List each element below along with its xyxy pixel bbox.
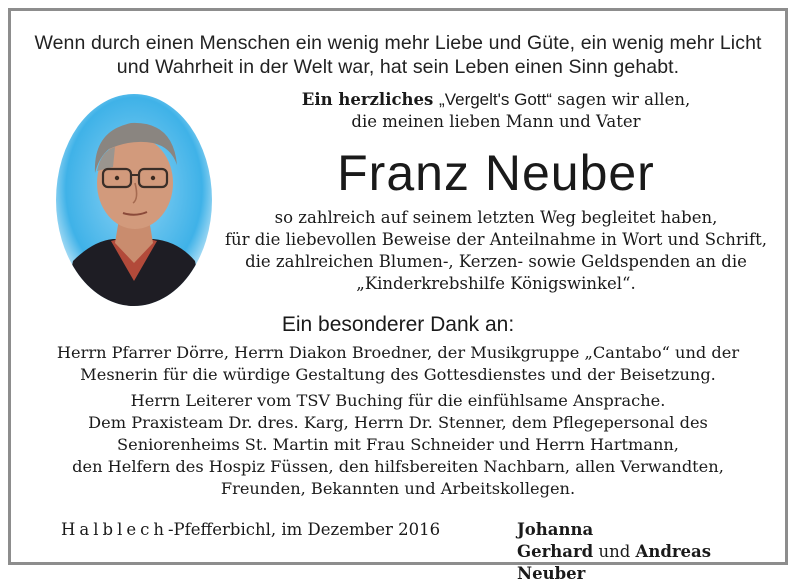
thanks-intro-pre: Ein herzliches <box>301 90 440 109</box>
signer-1: Johanna <box>517 520 594 539</box>
deceased-name: Franz Neuber <box>337 145 655 201</box>
ack-line: Dem Praxisteam Dr. dres. Karg, Herrn Dr. Stenner, dem Pflegepersonal des <box>88 413 708 432</box>
thanks-intro-script: „Vergelt's Gott“ <box>439 90 552 109</box>
special-thanks-heading: Ein besonderer Dank an: <box>281 313 515 336</box>
place-name: Halblech <box>61 520 168 539</box>
place-date <box>61 519 440 541</box>
place-date-rest: -Pfefferbichl, im Dezember 2016 <box>167 520 441 539</box>
signer-2a: Gerhard <box>517 542 594 561</box>
reason-line: „Kinderkrebshilfe Königswinkel“. <box>356 274 636 293</box>
motto-line-1: Wenn durch einen Menschen ein wenig mehr Liebe und Güte, ein wenig mehr Licht <box>34 32 762 54</box>
ack-line: Seniorenheims St. Martin mit Frau Schneider und Herrn Hartmann, <box>117 435 679 454</box>
ack-line: Herrn Pfarrer Dörre, Herrn Diakon Broedner, der Musikgruppe „Cantabo“ und der <box>56 343 740 362</box>
ack-line: Herrn Leiterer vom TSV Buching für die einfühlsame Ansprache. <box>130 391 666 410</box>
acknowledgements-para-2 <box>11 390 785 500</box>
signer-2b: Andreas Neuber <box>517 542 712 583</box>
acknowledgements <box>11 342 785 500</box>
reason-line: für die liebevollen Beweise der Anteilnahme in Wort und Schrift, <box>224 230 768 249</box>
ack-line: Freunden, Bekannten und Arbeitskollegen. <box>220 479 576 498</box>
thanks-intro <box>207 89 785 133</box>
ack-line: den Helfern des Hospiz Füssen, den hilfsbereiten Nachbarn, allen Verwandten, <box>72 457 724 476</box>
thanks-reasons <box>207 207 785 295</box>
portrait-photo <box>53 91 215 309</box>
motto-line-2: und Wahrheit in der Welt war, hat sein Leben einen Sinn gehabt. <box>116 56 680 78</box>
thanks-line-2: die meinen lieben Mann und Vater <box>351 112 641 131</box>
acknowledgements-para-1 <box>11 342 785 386</box>
motto-text <box>11 31 785 79</box>
reason-line: die zahlreichen Blumen-, Kerzen- sowie Geldspenden an die <box>245 252 747 271</box>
obituary-card <box>8 8 788 583</box>
ack-line: Mesnerin für die würdige Gestaltung des Gottesdienstes und der Beisetzung. <box>80 365 716 384</box>
signer-and: und <box>593 542 636 561</box>
thanks-intro-post: sagen wir allen, <box>551 90 691 109</box>
reason-line: so zahlreich auf seinem letzten Weg begleitet haben, <box>274 208 718 227</box>
signatories <box>517 519 785 585</box>
